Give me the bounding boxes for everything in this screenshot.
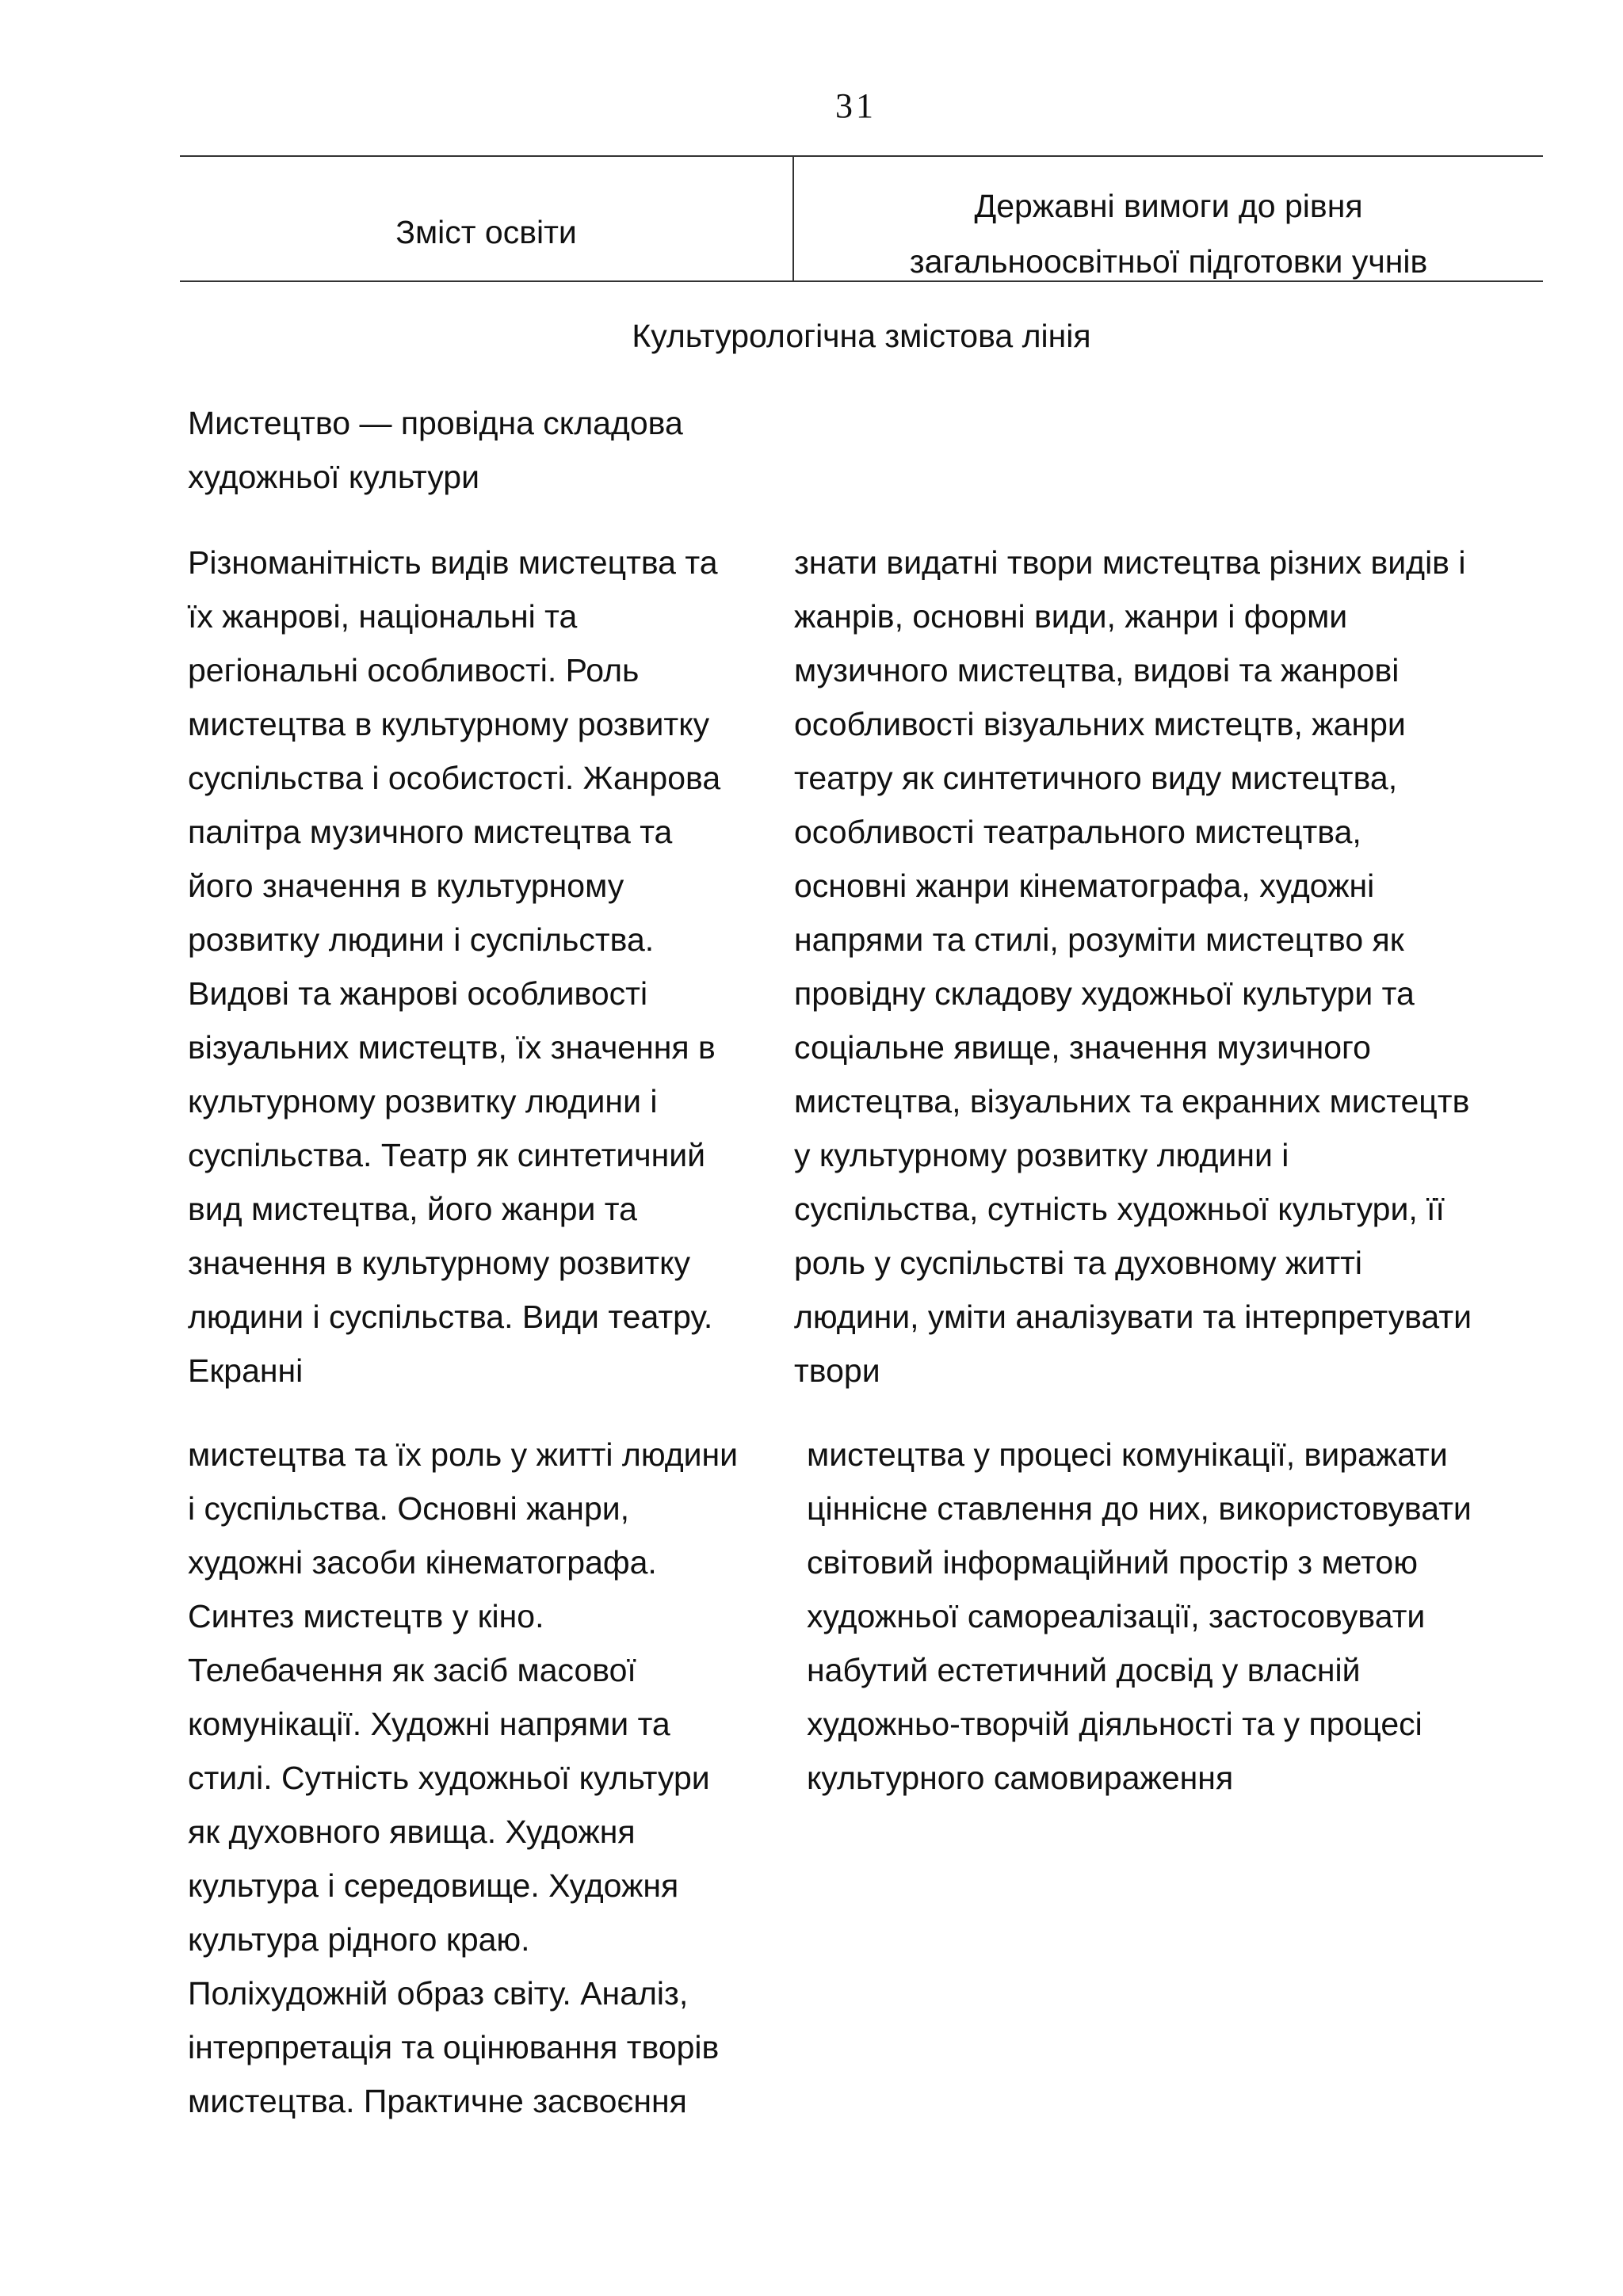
text-line: художньо-творчій діяльності та у процесі xyxy=(807,1706,1423,1742)
text-line: мистецтва в культурному розвитку xyxy=(188,706,710,742)
text-line: Синтез мистецтв у кіно. xyxy=(188,1598,544,1634)
text-line: розвитку людини і суспільства. xyxy=(188,921,655,958)
text-line: роль у суспільстві та духовному житті xyxy=(794,1245,1362,1281)
requirements-column-block2 xyxy=(807,1428,1472,1805)
topic-heading xyxy=(188,396,683,504)
header-right-cell xyxy=(794,178,1543,289)
text-line: художньої самореалізації, застосовувати xyxy=(807,1598,1426,1634)
text-line: візуальних мистецтв, їх значення в xyxy=(188,1029,716,1066)
text-line: у культурному розвитку людини і xyxy=(794,1137,1289,1173)
text-line: культура рідного краю. xyxy=(188,1921,530,1958)
text-line: художні засоби кінематографа. xyxy=(188,1544,657,1581)
text-line: основні жанри кінематографа, художні xyxy=(794,868,1375,904)
text-line: комунікації. Художні напрями та xyxy=(188,1706,670,1742)
topic-line: Мистецтво — провідна складова xyxy=(188,405,683,441)
text-line: їх жанрові, національні та xyxy=(188,598,578,635)
header-right-line: загальноосвітньої підготовки учнів xyxy=(909,243,1428,280)
section-title: Культурологічна змістова лінія xyxy=(632,318,1091,354)
text-line: інтерпретація та оцінювання творів xyxy=(188,2029,720,2065)
text-line: світовий інформаційний простір з метою xyxy=(807,1544,1418,1581)
text-line: особливості театрального мистецтва, xyxy=(794,814,1361,850)
text-line: значення в культурному розвитку xyxy=(188,1245,690,1281)
text-line: Телебачення як засіб масової xyxy=(188,1652,636,1688)
text-line: мистецтва. Практичне засвоєння xyxy=(188,2083,687,2119)
text-line: мистецтва та їх роль у житті людини xyxy=(188,1436,739,1473)
header-left-cell: Зміст освіти xyxy=(395,214,577,250)
table-top-rule xyxy=(180,155,1543,157)
text-line: напрями та стилі, розуміти мистецтво як xyxy=(794,921,1404,958)
text-line: людини і суспільства. Види театру. xyxy=(188,1299,713,1335)
text-line: суспільства. Театр як синтетичний xyxy=(188,1137,706,1173)
topic-line: художньої культури xyxy=(188,459,479,495)
text-line: Екранні xyxy=(188,1352,304,1389)
text-line: жанрів, основні види, жанри і форми xyxy=(794,598,1348,635)
text-line: знати видатні твори мистецтва різних видів і xyxy=(794,544,1466,581)
page-number: 31 xyxy=(835,86,876,125)
text-line: його значення в культурному xyxy=(188,868,624,904)
text-line: культурного самовираження xyxy=(807,1760,1234,1796)
text-line: Поліхудожній образ світу. Аналіз, xyxy=(188,1975,689,2012)
text-line: набутий естетичний досвід у власній xyxy=(807,1652,1361,1688)
text-line: культурному розвитку людини і xyxy=(188,1083,658,1119)
text-line: Видові та жанрові особливості xyxy=(188,975,648,1012)
content-column-block2 xyxy=(188,1428,738,2128)
text-line: мистецтва, візуальних та екранних мистецтв xyxy=(794,1083,1470,1119)
text-line: ціннісне ставлення до них, використовувати xyxy=(807,1490,1472,1527)
text-line: соціальне явище, значення музичного xyxy=(794,1029,1371,1066)
requirements-column-block1 xyxy=(794,536,1472,1398)
text-line: музичного мистецтва, видові та жанрові xyxy=(794,652,1400,688)
text-line: палітра музичного мистецтва та xyxy=(188,814,673,850)
text-line: вид мистецтва, його жанри та xyxy=(188,1191,637,1227)
text-line: стилі. Сутність художньої культури xyxy=(188,1760,710,1796)
text-line: як духовного явища. Художня xyxy=(188,1814,636,1850)
text-line: Різноманітність видів мистецтва та xyxy=(188,544,718,581)
text-line: театру як синтетичного виду мистецтва, xyxy=(794,760,1398,796)
text-line: особливості візуальних мистецтв, жанри xyxy=(794,706,1406,742)
text-line: провідну складову художньої культури та xyxy=(794,975,1415,1012)
text-line: мистецтва у процесі комунікації, виражати xyxy=(807,1436,1448,1473)
header-right-line: Державні вимоги до рівня xyxy=(974,188,1363,224)
text-line: людини, уміти аналізувати та інтерпретувати xyxy=(794,1299,1472,1335)
content-column-block1 xyxy=(188,536,720,1398)
text-line: суспільства, сутність художньої культури, її xyxy=(794,1191,1445,1227)
text-line: регіональні особливості. Роль xyxy=(188,652,640,688)
text-line: культура і середовище. Художня xyxy=(188,1867,679,1904)
text-line: твори xyxy=(794,1352,880,1389)
text-line: суспільства і особистості. Жанрова xyxy=(188,760,721,796)
text-line: і суспільства. Основні жанри, xyxy=(188,1490,630,1527)
